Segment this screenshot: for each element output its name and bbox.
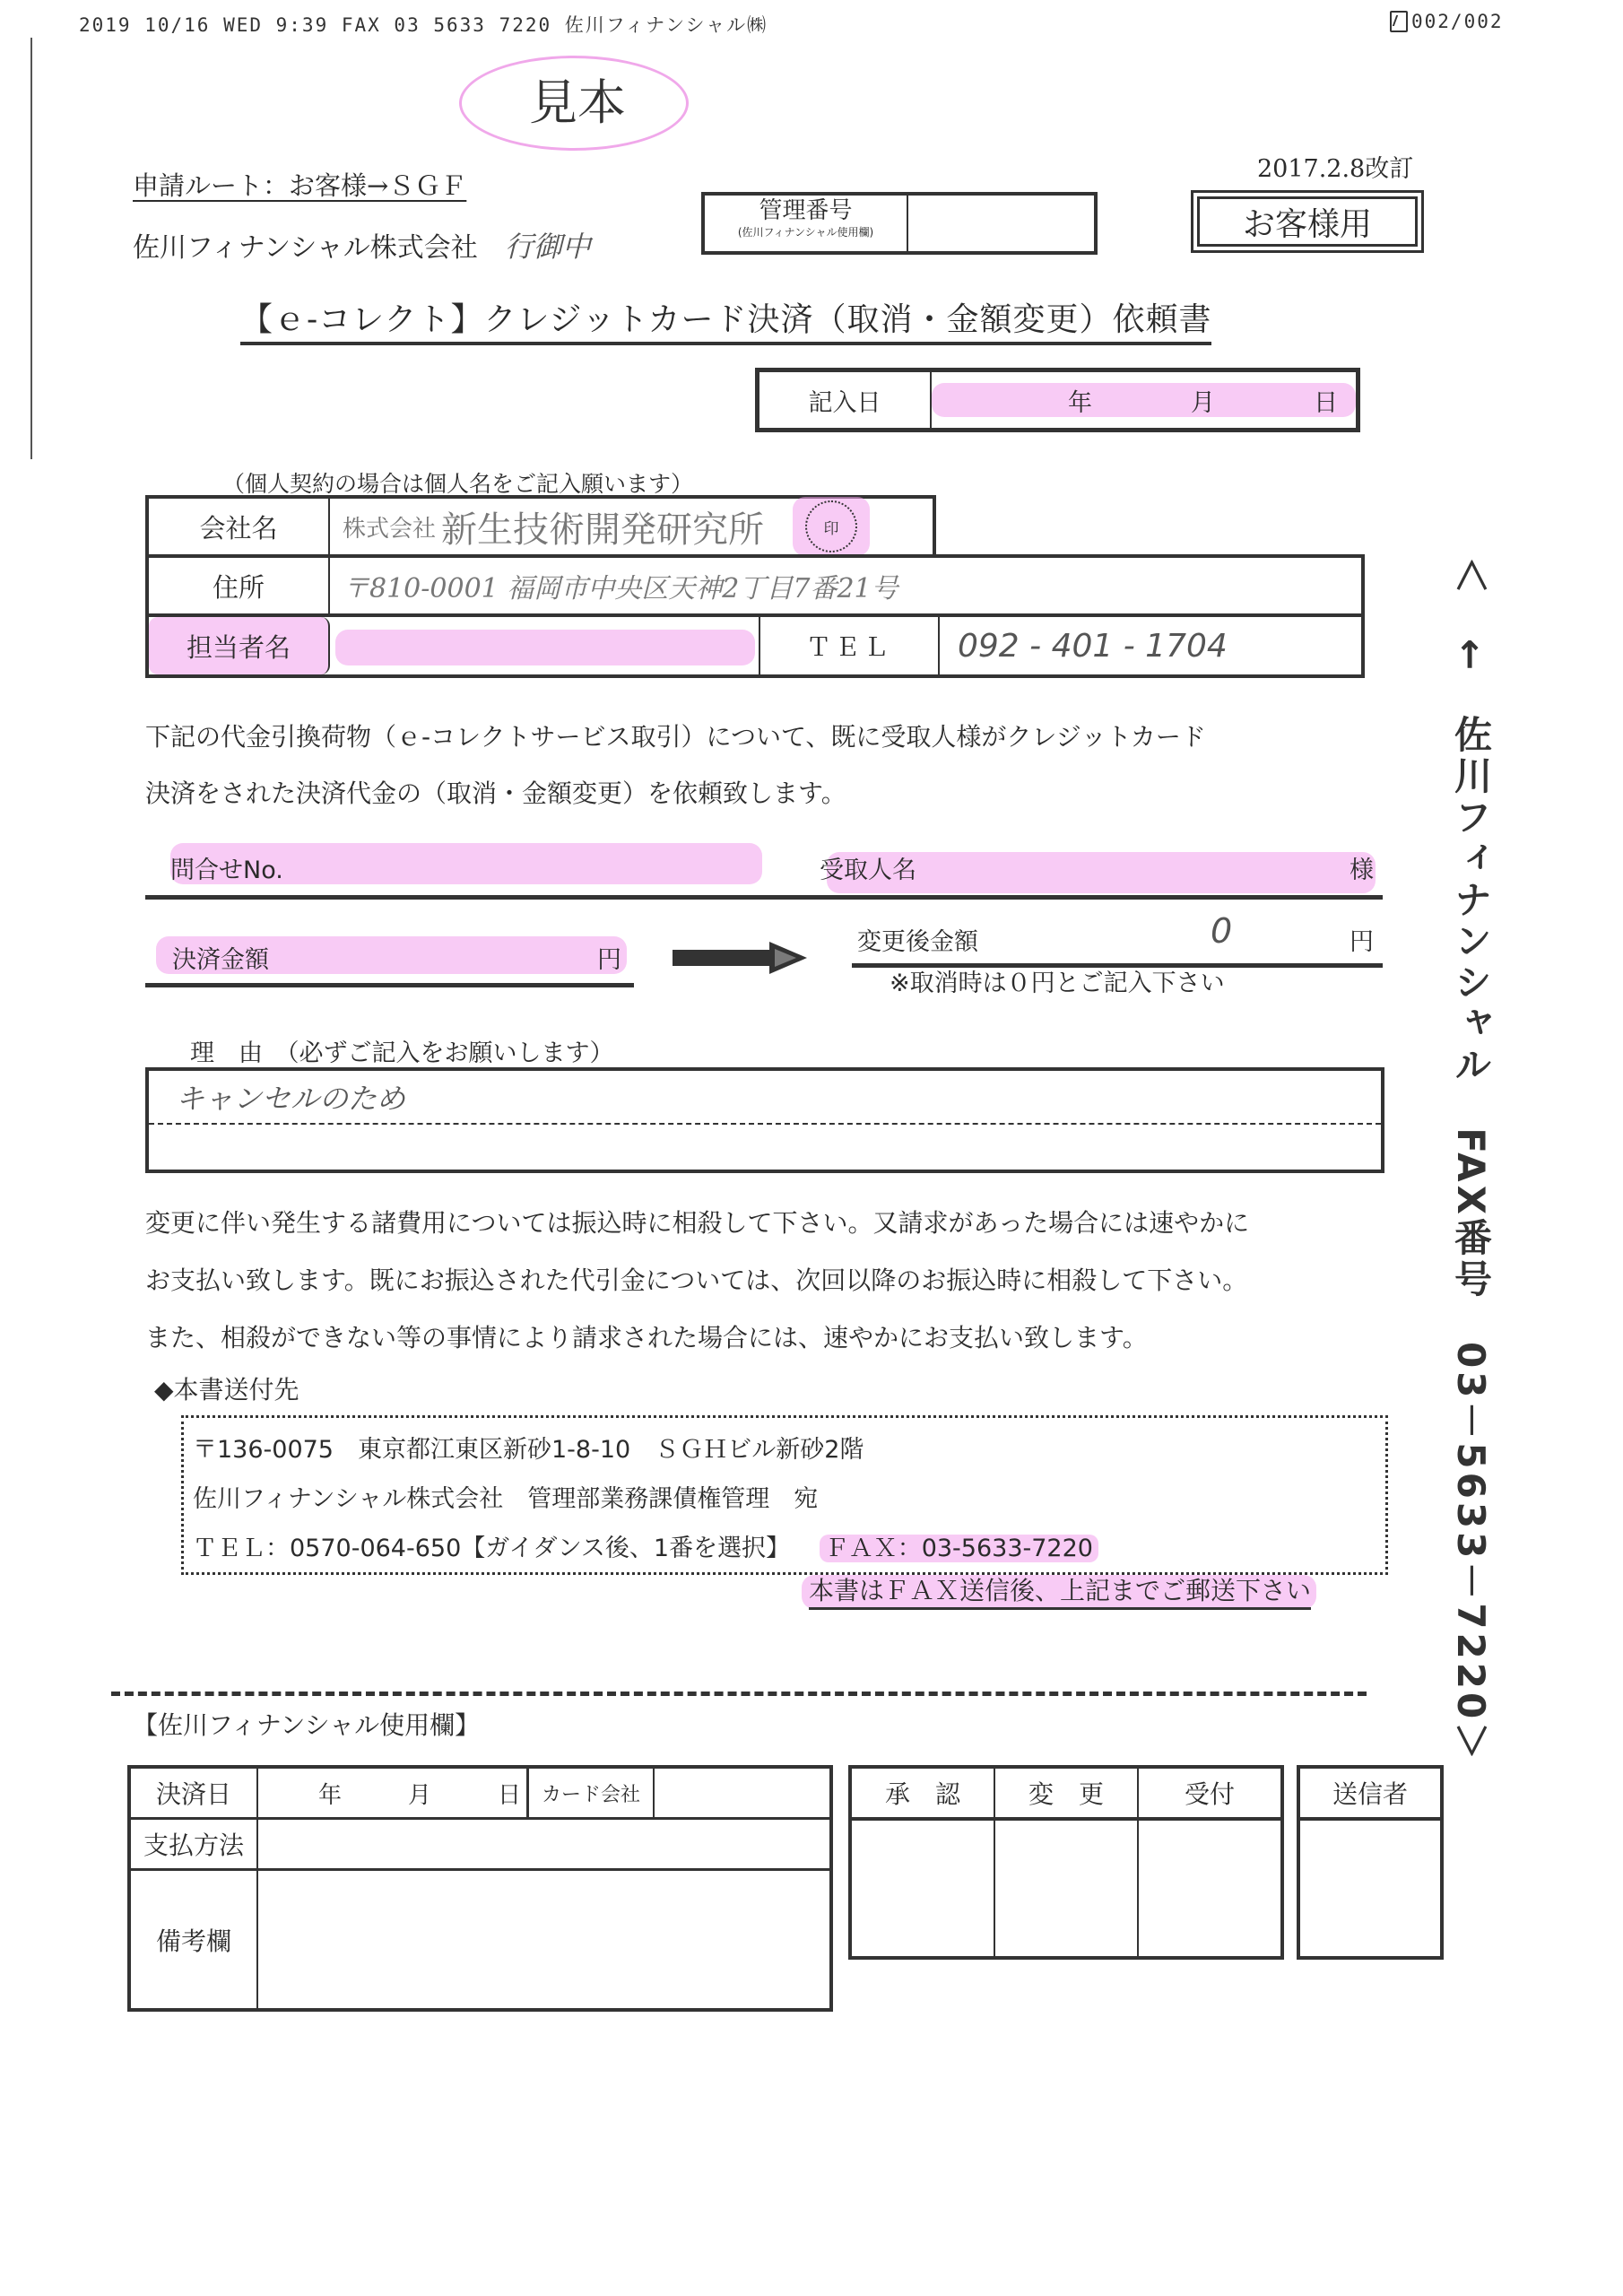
vertical-fax-banner: ＜ ← 佐川フィナンシャル FAX番号 03－5633－7220＞ (1449, 556, 1493, 1764)
card-company-label: カード会社 (529, 1769, 655, 1817)
remarks-row (131, 1871, 829, 2008)
seal-mark-icon: 印 (805, 500, 857, 552)
mail-note (809, 1571, 1311, 1610)
remarks-label: 備考欄 (131, 1871, 258, 2008)
intro-text (145, 709, 1401, 822)
new-amount-row (852, 911, 1383, 968)
management-number-box (701, 192, 1098, 255)
send-to-address: 〒136-0075 東京都江東区新砂1-8-10 ＳＧＨビル新砂2階 (193, 1436, 864, 1464)
sender-header: 送信者 (1300, 1769, 1440, 1821)
change-header: 変 更 (995, 1769, 1137, 1821)
company-name-value: 新生技術開発研究所 (441, 509, 765, 551)
company-name-field[interactable] (330, 499, 933, 554)
change-column[interactable] (995, 1769, 1139, 1956)
right-arrow-icon (673, 942, 807, 974)
send-to-box (181, 1415, 1388, 1575)
entry-date-year: 年 (1068, 388, 1092, 417)
intro-line: 下記の代金引換荷物（ｅ-コレクトサービス取引）について、既に受取人様がクレジットカード (145, 722, 1206, 752)
entry-date-box (755, 368, 1360, 432)
settlement-amount-label: 決済金額 (172, 946, 269, 974)
payment-method-row (131, 1820, 829, 1871)
address-row (145, 554, 1365, 617)
intro-line: 決済をされた決済代金の（取消・金額変更）を依頼致します。 (145, 778, 846, 808)
reason-divider (149, 1123, 1381, 1125)
copy-type-box (1191, 190, 1424, 253)
entry-date-month: 月 (1191, 388, 1215, 417)
remarks-field[interactable] (258, 1871, 829, 2008)
mail-note-text: 本書はＦＡＸ送信後、上記までご郵送下さい (809, 1576, 1312, 1605)
recipient-honorific: 様 (1350, 857, 1374, 884)
send-to-department: 佐川フィナンシャル株式会社 管理部業務課債権管理 宛 (193, 1485, 819, 1513)
sender-table[interactable] (1297, 1765, 1444, 1960)
tel-label: ＴＥＬ (760, 617, 940, 674)
fax-header: 2019 10/16 WED 9:39 FAX 03 5633 7220 佐川フィナンシャル㈱ (79, 14, 768, 36)
company-name-label: 会社名 (149, 499, 330, 554)
address-label: 住所 (149, 558, 330, 613)
terms-line: 変更に伴い発生する諸費用については振込時に相殺して下さい。又請求があった場合には速やかに (145, 1208, 1250, 1238)
inquiry-number-label: 問合せNo. (170, 857, 283, 884)
management-number-sublabel: (佐川フィナンシャル使用欄) (737, 226, 874, 239)
company-info-table (145, 495, 1365, 678)
terms-line: また、相殺ができない等の事情により請求された場合には、速やかにお支払い致します。 (145, 1323, 1148, 1352)
new-amount-value[interactable]: 0 (1211, 911, 1233, 951)
settlement-date-row (131, 1769, 829, 1820)
reason-label: 理 由 （必ずご記入をお願いします） (190, 1039, 614, 1067)
management-number-field[interactable] (908, 196, 1094, 251)
copy-type-label: お客様用 (1197, 196, 1418, 247)
settlement-month: 月 (407, 1781, 431, 1809)
settlement-amount-unit: 円 (597, 946, 621, 974)
form-title: 【ｅ-コレクト】クレジットカード決済（取消・金額変更）依頼書 (240, 294, 1211, 345)
inquiry-recipient-row (145, 843, 1383, 900)
card-company-field[interactable] (655, 1769, 829, 1817)
send-to-fax: ＦＡＸ：03-5633-7220 (820, 1535, 1098, 1562)
reception-header: 受付 (1139, 1769, 1280, 1821)
terms-line: お支払い致します。既にお振込された代引金については、次回以降のお振込時に相殺して下さい。 (145, 1265, 1248, 1295)
company-name-row (145, 495, 936, 558)
settlement-year: 年 (317, 1781, 342, 1809)
tel-value[interactable]: 092 - 401 - 1704 (958, 627, 1228, 665)
reception-column[interactable] (1139, 1769, 1280, 1956)
payment-method-label: 支払方法 (131, 1820, 258, 1868)
contact-row (145, 613, 1365, 678)
settlement-date-field[interactable] (258, 1769, 529, 1817)
sample-stamp-text: 見本 (529, 74, 626, 131)
terms-text (145, 1195, 1419, 1367)
seal-highlight (793, 497, 870, 556)
payment-method-field[interactable] (258, 1820, 829, 1868)
addressee-honorific: 行御中 (504, 230, 591, 264)
entry-date-day: 日 (1314, 388, 1338, 417)
new-amount-label: 変更後金額 (857, 928, 978, 956)
send-to-label: ◆本書送付先 (154, 1375, 299, 1405)
scan-edge-line (30, 38, 32, 459)
send-to-contact (193, 1524, 1376, 1573)
internal-use-table (127, 1765, 833, 2012)
approval-header: 承 認 (852, 1769, 994, 1821)
revision-date: 2017.2.8改訂 (1257, 155, 1414, 183)
reason-value: キャンセルのため (176, 1082, 406, 1116)
entry-date-label: 記入日 (759, 372, 932, 428)
recipient-name-label: 受取人名 (820, 857, 916, 884)
contact-field[interactable] (330, 617, 760, 674)
individual-contract-note: （個人契約の場合は個人名をご記入願います） (222, 471, 694, 497)
internal-use-label: 【佐川フィナンシャル使用欄】 (133, 1710, 481, 1740)
addressee-company: 佐川フィナンシャル株式会社 (133, 232, 478, 264)
cut-line (111, 1692, 1367, 1696)
contact-label: 担当者名 (149, 617, 330, 674)
fax-icon (1390, 11, 1408, 32)
address-value[interactable]: 〒810-0001 福岡市中央区天神2丁目7番21号 (343, 573, 898, 604)
highlight-mark (932, 383, 1356, 417)
company-prefix: 株式会社 (343, 515, 437, 543)
fax-page-count (1390, 11, 1504, 32)
approval-table (848, 1765, 1284, 1960)
reason-field[interactable] (145, 1067, 1384, 1173)
send-to-tel: ＴＥＬ：0570-064-650【ガイダンス後、1番を選択】 (193, 1535, 791, 1562)
settlement-date-label: 決済日 (131, 1769, 258, 1817)
highlight-mark (335, 630, 755, 665)
settlement-amount-row (145, 933, 634, 987)
addressee (133, 224, 591, 265)
settlement-day: 日 (497, 1781, 521, 1809)
cancel-note: ※取消時は０円とご記入下さい (890, 970, 1225, 997)
new-amount-unit: 円 (1350, 928, 1374, 956)
application-route: 申請ルート：お客様→ＳＧＦ (133, 170, 467, 201)
fax-page-number: 002/002 (1411, 11, 1504, 32)
management-number-label: 管理番号 (759, 197, 853, 224)
entry-date-field[interactable] (932, 372, 1356, 428)
approval-column[interactable] (852, 1769, 995, 1956)
management-number-label-cell (705, 196, 908, 251)
